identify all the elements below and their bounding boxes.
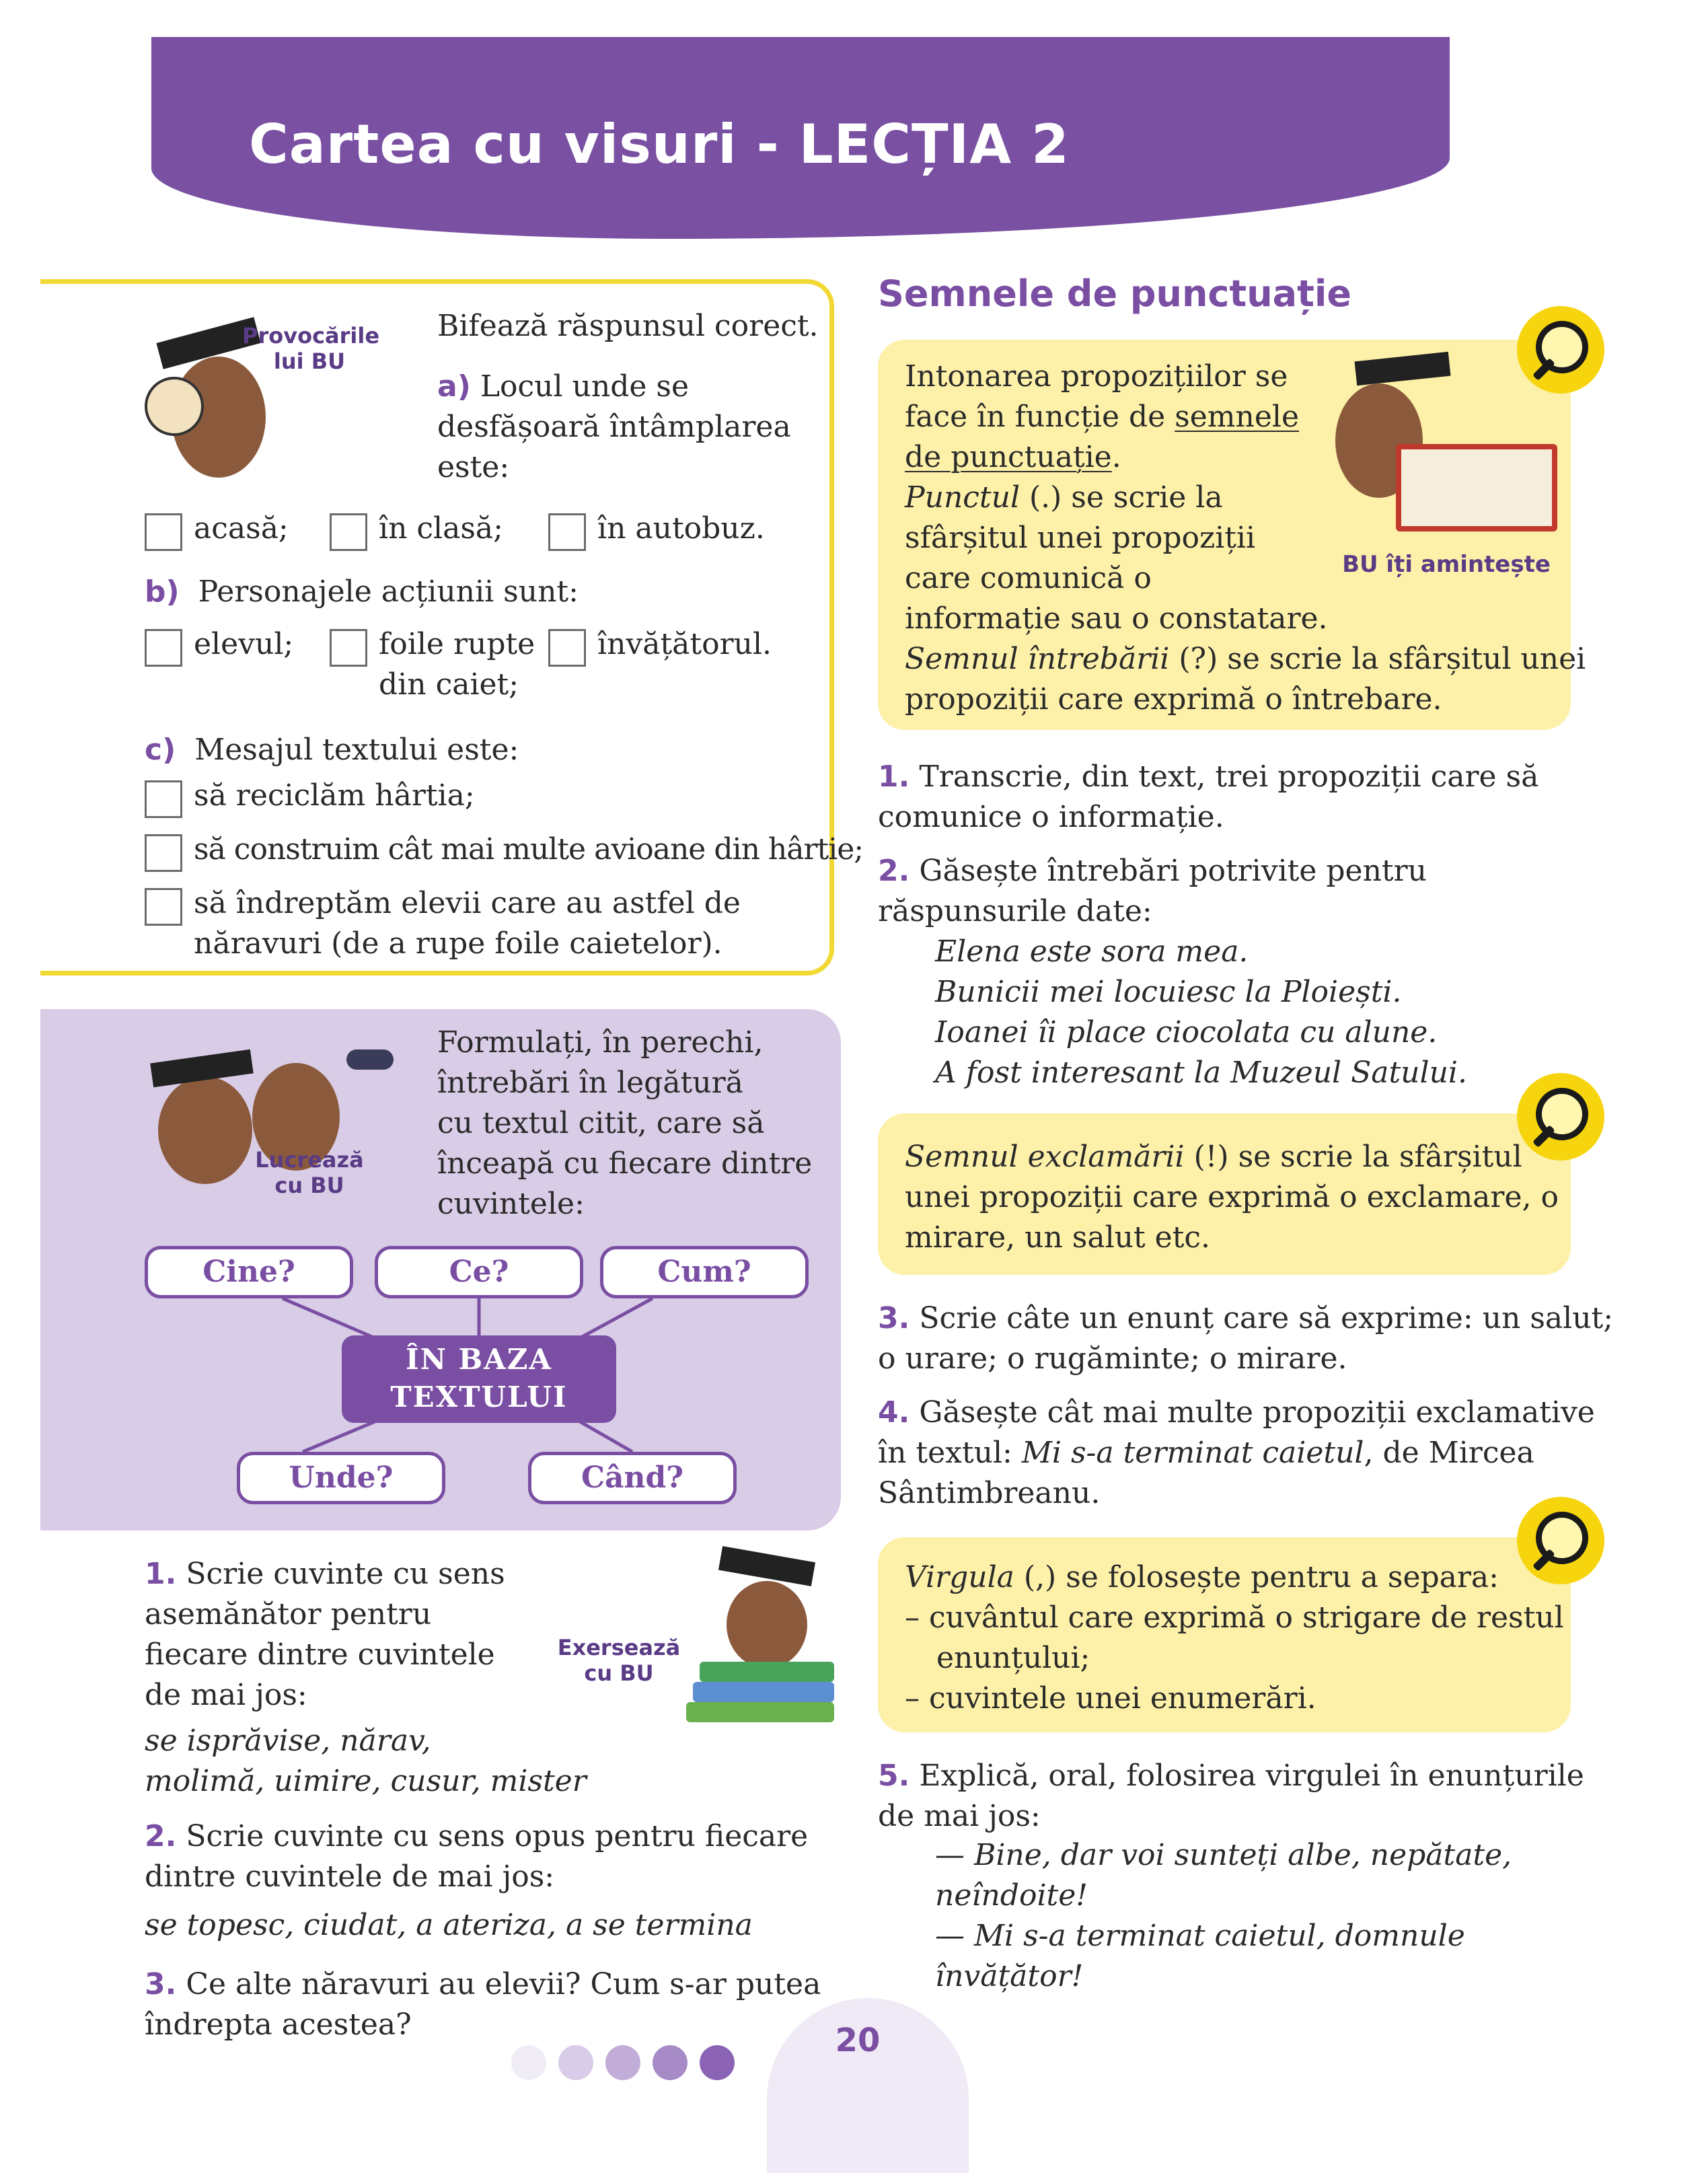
left-exercise-3: 3. Ce alte năravuri au elevii? Cum s-ar putea îndrepta acestea? xyxy=(145,1967,821,2042)
left-exercise-1: 1. Scrie cuvinte cu sens asemănător pentru fiecare dintre cuvintele de mai jos: xyxy=(145,1557,505,1712)
left-exercise-1-words: se isprăvise, nărav, molimă, uimire, cusur, mister xyxy=(145,1724,587,1798)
note-intonation-text: Intonarea propozițiilor se face în funcție de semnele de punctuație. Punctul (.) se scrie la sfârșitul unei propoziții care comunică o informație sau o constatare. Semnul întrebării (?) se scrie la sfârșitul unei propoziții care exprimă o întrebare. xyxy=(905,359,1586,716)
progress-dot xyxy=(653,2045,688,2080)
pairs-instruction: Formulați, în perechi, întrebări în legătură cu textul citit, care să înceapă cu fiecare dintre cuvintele: xyxy=(437,1025,813,1221)
left-exercise-2-words: se topesc, ciudat, a ateriza, a se termina xyxy=(145,1908,753,1942)
option-c-2: să construim cât mai multe avioane din hârtie; xyxy=(194,832,864,867)
section-heading: Semnele de punctuație xyxy=(878,272,1352,315)
option-a-1: acasă; xyxy=(194,511,289,546)
right-exercise-4: 4. Găsește cât mai multe propoziții exclamative în textul: Mi s-a terminat caietul, de Mircea Sântimbreanu. xyxy=(878,1395,1595,1510)
option-b-3: învățătorul. xyxy=(597,627,772,661)
right-exercise-2: 2. Găsește întrebări potrivite pentru răspunsurile date: xyxy=(878,854,1427,928)
badge-exerseaza: Exersează cu BU xyxy=(557,1635,681,1686)
right-exercise-1: 1. Transcrie, din text, trei propoziții care să comunice o informație. xyxy=(878,760,1539,834)
option-a-2: în clasă; xyxy=(379,511,503,546)
badge-lucreaza: Lucrează cu BU xyxy=(255,1147,364,1198)
option-a-3: în autobuz. xyxy=(597,511,765,546)
option-c-1: să reciclăm hârtia; xyxy=(194,778,475,813)
progress-dot xyxy=(605,2045,640,2080)
quiz-instruction: Bifează răspunsul corect. xyxy=(437,309,819,343)
word-unde: Unde? xyxy=(237,1452,445,1504)
right-exercise-5-quotes: — Bine, dar voi sunteți albe, nepătate, neîndoite! — Mi s-a terminat caietul, domnule învățător! xyxy=(935,1838,1512,1993)
right-exercise-3: 3. Scrie câte un enunț care să exprime: un salut; o urare; o rugăminte; o mirare. xyxy=(878,1301,1614,1376)
progress-dot xyxy=(558,2045,593,2080)
word-cine: Cine? xyxy=(145,1246,353,1298)
owl-laptop-books xyxy=(686,1547,841,1722)
page-title: Cartea cu visuri - LECȚIA 2 xyxy=(249,113,1070,176)
question-b: b) Personajele acțiunii sunt: xyxy=(145,575,579,609)
right-exercise-2-answers: Elena este sora mea. Bunicii mei locuiesc la Ploiești. Ioanei îi place ciocolata cu alune. A fost interesant la Muzeul Satului. xyxy=(935,934,1467,1090)
option-c-3: să îndreptăm elevii care au astfel de năravuri (de a rupe foile caietelor). xyxy=(194,886,741,961)
progress-dot xyxy=(700,2045,735,2080)
badge-bu-iti-aminteste: BU îți amintește xyxy=(1342,551,1551,578)
progress-dot xyxy=(511,2045,546,2080)
note-comma-text: Virgula (,) se folosește pentru a separa: – cuvântul care exprimă o strigare de restul enunțului; – cuvintele unei enumerări. xyxy=(905,1560,1564,1716)
word-cum: Cum? xyxy=(600,1246,809,1298)
word-ce: Ce? xyxy=(375,1246,583,1298)
center-in-baza-textului: ÎN BAZA TEXTULUI xyxy=(342,1335,616,1423)
note-exclamation-text: Semnul exclamării (!) se scrie la sfârșitul unei propoziții care exprimă o exclamare, o mirare, un salut etc. xyxy=(905,1140,1559,1255)
option-b-1: elevul; xyxy=(194,627,294,661)
right-exercise-5: 5. Explică, oral, folosirea virgulei în enunțurile de mai jos: xyxy=(878,1759,1584,1833)
word-cand: Când? xyxy=(528,1452,737,1504)
page-number: 20 xyxy=(835,2022,881,2059)
question-c: c) Mesajul textului este: xyxy=(145,733,519,767)
left-exercise-2: 2. Scrie cuvinte cu sens opus pentru fiecare dintre cuvintele de mai jos: xyxy=(145,1819,809,1894)
question-a: a) Locul unde se desfășoară întâmplarea este: xyxy=(437,369,791,484)
badge-provocarile: Provocările lui BU xyxy=(242,323,380,374)
option-b-2: foile rupte din caiet; xyxy=(379,627,535,702)
